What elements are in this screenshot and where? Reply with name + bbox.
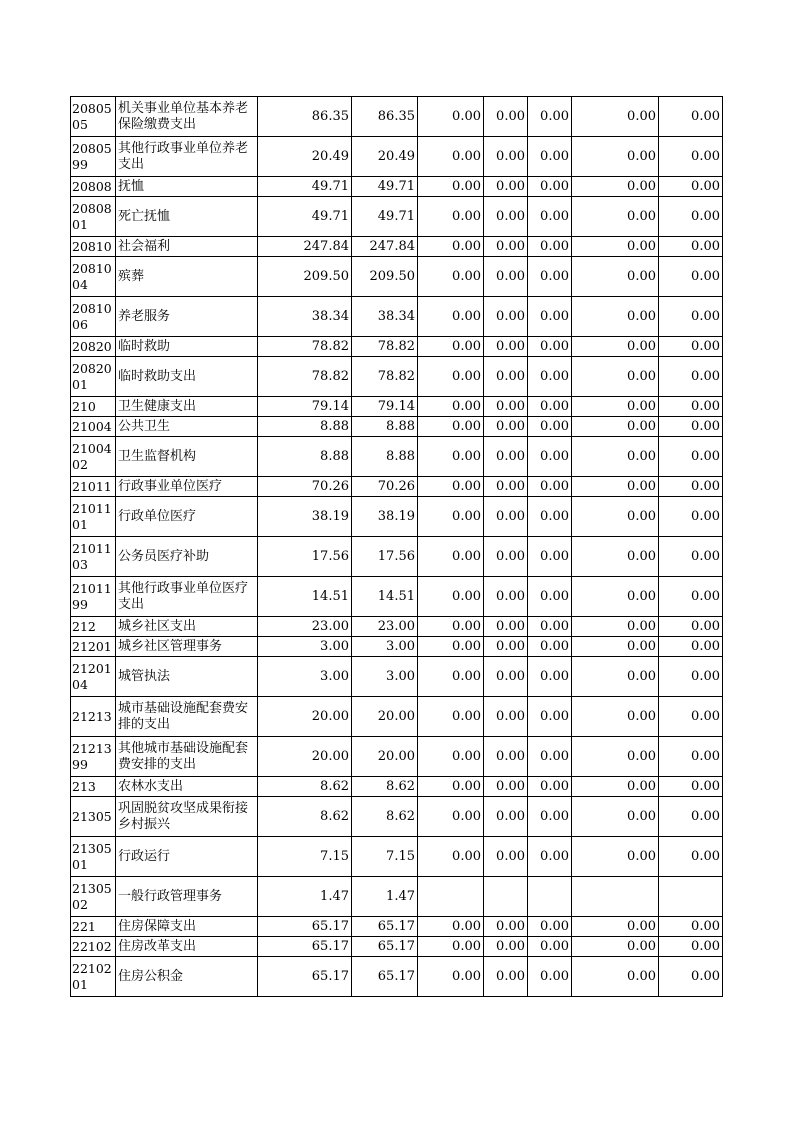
- amount-cell: 0.00: [418, 237, 484, 257]
- amount-cell: 0.00: [659, 397, 723, 417]
- subject-name-cell: 公务员医疗补助: [116, 537, 258, 577]
- amount-cell: 0.00: [572, 497, 659, 537]
- subject-code-cell: 210: [71, 397, 116, 417]
- amount-cell: 3.00: [258, 637, 352, 657]
- amount-cell: 0.00: [484, 937, 528, 957]
- subject-name-cell: 城乡社区支出: [116, 617, 258, 637]
- amount-cell: 0.00: [659, 297, 723, 337]
- amount-cell: 1.47: [352, 877, 418, 917]
- amount-cell: [572, 877, 659, 917]
- amount-cell: 0.00: [572, 137, 659, 177]
- amount-cell: 0.00: [484, 137, 528, 177]
- amount-cell: 38.34: [258, 297, 352, 337]
- table-row: [71, 697, 723, 737]
- amount-cell: 38.19: [258, 497, 352, 537]
- amount-cell: 0.00: [659, 477, 723, 497]
- amount-cell: [484, 877, 528, 917]
- amount-cell: 0.00: [659, 637, 723, 657]
- amount-cell: 0.00: [484, 477, 528, 497]
- table-row: [71, 737, 723, 777]
- amount-cell: 0.00: [659, 357, 723, 397]
- amount-cell: 0.00: [528, 137, 572, 177]
- amount-cell: 0.00: [418, 957, 484, 997]
- table-row: [71, 437, 723, 477]
- amount-cell: 0.00: [418, 837, 484, 877]
- amount-cell: 23.00: [258, 617, 352, 637]
- subject-name-cell: 城市基础设施配套费安排的支出: [116, 697, 258, 737]
- amount-cell: 0.00: [659, 137, 723, 177]
- subject-code-cell: 20810: [71, 237, 116, 257]
- subject-name-cell: 其他行政事业单位养老支出: [116, 137, 258, 177]
- subject-code-cell: 2080505: [71, 97, 116, 137]
- amount-cell: [528, 877, 572, 917]
- subject-code-cell: 2100402: [71, 437, 116, 477]
- amount-cell: 0.00: [484, 917, 528, 937]
- amount-cell: 0.00: [484, 537, 528, 577]
- amount-cell: 49.71: [352, 177, 418, 197]
- subject-code-cell: 2081004: [71, 257, 116, 297]
- amount-cell: 8.62: [352, 797, 418, 837]
- amount-cell: 0.00: [528, 637, 572, 657]
- amount-cell: 20.49: [258, 137, 352, 177]
- amount-cell: 0.00: [528, 197, 572, 237]
- amount-cell: 70.26: [258, 477, 352, 497]
- subject-code-cell: 2101103: [71, 537, 116, 577]
- amount-cell: 0.00: [572, 337, 659, 357]
- table-row: [71, 777, 723, 797]
- amount-cell: 8.62: [258, 797, 352, 837]
- subject-name-cell: 公共卫生: [116, 417, 258, 437]
- amount-cell: 0.00: [572, 357, 659, 397]
- amount-cell: 0.00: [484, 257, 528, 297]
- table-row: [71, 497, 723, 537]
- subject-name-cell: 抚恤: [116, 177, 258, 197]
- amount-cell: 79.14: [258, 397, 352, 417]
- subject-name-cell: 养老服务: [116, 297, 258, 337]
- amount-cell: 0.00: [418, 537, 484, 577]
- amount-cell: 0.00: [484, 437, 528, 477]
- amount-cell: 1.47: [258, 877, 352, 917]
- amount-cell: 65.17: [352, 917, 418, 937]
- table-row: [71, 477, 723, 497]
- amount-cell: 0.00: [572, 777, 659, 797]
- amount-cell: 38.19: [352, 497, 418, 537]
- table-row: [71, 617, 723, 637]
- amount-cell: 65.17: [258, 957, 352, 997]
- amount-cell: 8.88: [352, 417, 418, 437]
- amount-cell: 0.00: [528, 477, 572, 497]
- amount-cell: 0.00: [659, 657, 723, 697]
- subject-code-cell: 221: [71, 917, 116, 937]
- subject-name-cell: 住房改革支出: [116, 937, 258, 957]
- amount-cell: 0.00: [418, 917, 484, 937]
- subject-name-cell: 住房保障支出: [116, 917, 258, 937]
- amount-cell: 0.00: [418, 797, 484, 837]
- subject-code-cell: 20808: [71, 177, 116, 197]
- subject-code-cell: 2101101: [71, 497, 116, 537]
- amount-cell: 0.00: [528, 797, 572, 837]
- subject-name-cell: 其他城市基础设施配套费安排的支出: [116, 737, 258, 777]
- table-row: [71, 237, 723, 257]
- subject-name-cell: 行政事业单位医疗: [116, 477, 258, 497]
- subject-code-cell: 21004: [71, 417, 116, 437]
- amount-cell: 14.51: [352, 577, 418, 617]
- amount-cell: 0.00: [572, 537, 659, 577]
- table-row: [71, 837, 723, 877]
- table-row: [71, 177, 723, 197]
- amount-cell: 0.00: [484, 97, 528, 137]
- amount-cell: 0.00: [528, 237, 572, 257]
- table-row: [71, 637, 723, 657]
- amount-cell: 0.00: [418, 777, 484, 797]
- amount-cell: 0.00: [484, 777, 528, 797]
- amount-cell: 0.00: [418, 337, 484, 357]
- amount-cell: 0.00: [572, 637, 659, 657]
- table-row: [71, 937, 723, 957]
- amount-cell: 0.00: [572, 917, 659, 937]
- amount-cell: 0.00: [572, 937, 659, 957]
- amount-cell: 0.00: [484, 637, 528, 657]
- subject-code-cell: 2080599: [71, 137, 116, 177]
- table-row: [71, 657, 723, 697]
- amount-cell: 49.71: [352, 197, 418, 237]
- amount-cell: 0.00: [528, 97, 572, 137]
- amount-cell: [418, 877, 484, 917]
- table-row: [71, 797, 723, 837]
- amount-cell: 0.00: [418, 97, 484, 137]
- amount-cell: 0.00: [528, 777, 572, 797]
- amount-cell: 0.00: [572, 197, 659, 237]
- amount-cell: 0.00: [659, 937, 723, 957]
- amount-cell: 0.00: [528, 397, 572, 417]
- table-row: [71, 537, 723, 577]
- subject-name-cell: 住房公积金: [116, 957, 258, 997]
- amount-cell: 38.34: [352, 297, 418, 337]
- amount-cell: 0.00: [572, 697, 659, 737]
- subject-code-cell: 2121399: [71, 737, 116, 777]
- amount-cell: 0.00: [659, 177, 723, 197]
- amount-cell: 78.82: [258, 357, 352, 397]
- amount-cell: 49.71: [258, 197, 352, 237]
- amount-cell: 0.00: [572, 617, 659, 637]
- table-row: [71, 577, 723, 617]
- amount-cell: 0.00: [528, 177, 572, 197]
- amount-cell: 0.00: [418, 357, 484, 397]
- amount-cell: 0.00: [659, 777, 723, 797]
- amount-cell: 0.00: [572, 297, 659, 337]
- subject-code-cell: 2130501: [71, 837, 116, 877]
- amount-cell: 247.84: [258, 237, 352, 257]
- subject-name-cell: 临时救助支出: [116, 357, 258, 397]
- amount-cell: 0.00: [418, 137, 484, 177]
- amount-cell: 0.00: [659, 97, 723, 137]
- amount-cell: 0.00: [418, 617, 484, 637]
- amount-cell: 8.62: [258, 777, 352, 797]
- table-body: [71, 97, 723, 997]
- amount-cell: 0.00: [418, 937, 484, 957]
- amount-cell: 209.50: [258, 257, 352, 297]
- subject-code-cell: 212: [71, 617, 116, 637]
- amount-cell: 0.00: [659, 917, 723, 937]
- amount-cell: 0.00: [659, 497, 723, 537]
- amount-cell: 0.00: [572, 97, 659, 137]
- amount-cell: 0.00: [528, 417, 572, 437]
- amount-cell: 0.00: [418, 437, 484, 477]
- subject-name-cell: 社会福利: [116, 237, 258, 257]
- amount-cell: 3.00: [258, 657, 352, 697]
- amount-cell: 8.88: [258, 417, 352, 437]
- amount-cell: 0.00: [528, 657, 572, 697]
- amount-cell: 0.00: [484, 237, 528, 257]
- subject-code-cell: 2101199: [71, 577, 116, 617]
- table-row: [71, 397, 723, 417]
- subject-code-cell: 2080801: [71, 197, 116, 237]
- amount-cell: 86.35: [258, 97, 352, 137]
- amount-cell: 0.00: [572, 177, 659, 197]
- amount-cell: 247.84: [352, 237, 418, 257]
- amount-cell: 0.00: [572, 437, 659, 477]
- table-row: [71, 197, 723, 237]
- amount-cell: 0.00: [418, 257, 484, 297]
- table-row: [71, 97, 723, 137]
- amount-cell: 0.00: [528, 337, 572, 357]
- amount-cell: 0.00: [418, 737, 484, 777]
- table-row: [71, 957, 723, 997]
- amount-cell: 0.00: [484, 577, 528, 617]
- subject-code-cell: 2120104: [71, 657, 116, 697]
- subject-code-cell: 2081006: [71, 297, 116, 337]
- subject-name-cell: 卫生监督机构: [116, 437, 258, 477]
- amount-cell: 0.00: [572, 237, 659, 257]
- amount-cell: 3.00: [352, 637, 418, 657]
- amount-cell: 0.00: [528, 837, 572, 877]
- amount-cell: 0.00: [528, 497, 572, 537]
- amount-cell: 0.00: [484, 417, 528, 437]
- amount-cell: 0.00: [418, 697, 484, 737]
- subject-code-cell: 2210201: [71, 957, 116, 997]
- amount-cell: 0.00: [659, 957, 723, 997]
- table-row: [71, 297, 723, 337]
- subject-name-cell: 一般行政管理事务: [116, 877, 258, 917]
- table-row: [71, 357, 723, 397]
- table-row: [71, 877, 723, 917]
- amount-cell: 8.88: [352, 437, 418, 477]
- amount-cell: 0.00: [528, 737, 572, 777]
- amount-cell: 0.00: [484, 177, 528, 197]
- amount-cell: 0.00: [572, 257, 659, 297]
- subject-name-cell: 死亡抚恤: [116, 197, 258, 237]
- amount-cell: 7.15: [352, 837, 418, 877]
- amount-cell: 0.00: [484, 617, 528, 637]
- amount-cell: 0.00: [572, 397, 659, 417]
- amount-cell: 0.00: [418, 657, 484, 697]
- subject-name-cell: 其他行政事业单位医疗支出: [116, 577, 258, 617]
- amount-cell: 0.00: [659, 437, 723, 477]
- amount-cell: 0.00: [572, 477, 659, 497]
- table-row: [71, 137, 723, 177]
- amount-cell: 0.00: [418, 197, 484, 237]
- amount-cell: 17.56: [352, 537, 418, 577]
- amount-cell: 0.00: [484, 297, 528, 337]
- amount-cell: 0.00: [659, 257, 723, 297]
- amount-cell: 0.00: [659, 337, 723, 357]
- amount-cell: 0.00: [418, 637, 484, 657]
- amount-cell: 0.00: [528, 257, 572, 297]
- amount-cell: 0.00: [572, 837, 659, 877]
- amount-cell: 65.17: [352, 937, 418, 957]
- subject-code-cell: 21201: [71, 637, 116, 657]
- amount-cell: 0.00: [528, 297, 572, 337]
- amount-cell: 14.51: [258, 577, 352, 617]
- subject-code-cell: 2130502: [71, 877, 116, 917]
- amount-cell: 0.00: [572, 417, 659, 437]
- amount-cell: 0.00: [418, 397, 484, 417]
- amount-cell: 49.71: [258, 177, 352, 197]
- amount-cell: 0.00: [484, 337, 528, 357]
- amount-cell: 0.00: [484, 837, 528, 877]
- amount-cell: 23.00: [352, 617, 418, 637]
- subject-name-cell: 行政运行: [116, 837, 258, 877]
- amount-cell: 0.00: [528, 537, 572, 577]
- amount-cell: 0.00: [659, 697, 723, 737]
- amount-cell: 0.00: [572, 657, 659, 697]
- table-row: [71, 917, 723, 937]
- amount-cell: 17.56: [258, 537, 352, 577]
- amount-cell: 65.17: [258, 937, 352, 957]
- subject-name-cell: 城乡社区管理事务: [116, 637, 258, 657]
- amount-cell: 0.00: [659, 537, 723, 577]
- amount-cell: 0.00: [659, 197, 723, 237]
- amount-cell: 0.00: [418, 297, 484, 337]
- amount-cell: 0.00: [528, 957, 572, 997]
- amount-cell: 0.00: [484, 357, 528, 397]
- amount-cell: 70.26: [352, 477, 418, 497]
- amount-cell: 20.00: [352, 697, 418, 737]
- subject-code-cell: 2082001: [71, 357, 116, 397]
- amount-cell: 0.00: [484, 197, 528, 237]
- amount-cell: 78.82: [258, 337, 352, 357]
- amount-cell: 79.14: [352, 397, 418, 417]
- subject-name-cell: 机关事业单位基本养老保险缴费支出: [116, 97, 258, 137]
- amount-cell: 8.62: [352, 777, 418, 797]
- amount-cell: 0.00: [418, 497, 484, 537]
- subject-code-cell: 213: [71, 777, 116, 797]
- amount-cell: 0.00: [659, 577, 723, 617]
- amount-cell: 20.00: [258, 697, 352, 737]
- amount-cell: 209.50: [352, 257, 418, 297]
- amount-cell: 20.49: [352, 137, 418, 177]
- amount-cell: 0.00: [418, 477, 484, 497]
- amount-cell: 20.00: [258, 737, 352, 777]
- amount-cell: 3.00: [352, 657, 418, 697]
- amount-cell: 0.00: [484, 737, 528, 777]
- amount-cell: 0.00: [572, 957, 659, 997]
- budget-table: [70, 96, 723, 997]
- amount-cell: 0.00: [659, 237, 723, 257]
- amount-cell: 86.35: [352, 97, 418, 137]
- amount-cell: 0.00: [484, 957, 528, 997]
- subject-code-cell: 20820: [71, 337, 116, 357]
- amount-cell: 0.00: [528, 437, 572, 477]
- amount-cell: 0.00: [484, 797, 528, 837]
- amount-cell: 65.17: [258, 917, 352, 937]
- amount-cell: 78.82: [352, 337, 418, 357]
- subject-name-cell: 卫生健康支出: [116, 397, 258, 417]
- subject-code-cell: 21305: [71, 797, 116, 837]
- amount-cell: 0.00: [659, 797, 723, 837]
- amount-cell: 8.88: [258, 437, 352, 477]
- amount-cell: 78.82: [352, 357, 418, 397]
- subject-code-cell: 21213: [71, 697, 116, 737]
- subject-code-cell: 22102: [71, 937, 116, 957]
- table-row: [71, 337, 723, 357]
- amount-cell: 7.15: [258, 837, 352, 877]
- amount-cell: 0.00: [528, 697, 572, 737]
- amount-cell: 0.00: [484, 657, 528, 697]
- amount-cell: 0.00: [418, 177, 484, 197]
- amount-cell: 0.00: [572, 797, 659, 837]
- amount-cell: 0.00: [418, 577, 484, 617]
- table-row: [71, 417, 723, 437]
- subject-name-cell: 农林水支出: [116, 777, 258, 797]
- amount-cell: 0.00: [418, 417, 484, 437]
- amount-cell: 20.00: [352, 737, 418, 777]
- amount-cell: 0.00: [528, 357, 572, 397]
- amount-cell: [659, 877, 723, 917]
- amount-cell: 0.00: [572, 577, 659, 617]
- subject-name-cell: 临时救助: [116, 337, 258, 357]
- table-row: [71, 257, 723, 297]
- amount-cell: 0.00: [528, 577, 572, 617]
- amount-cell: 0.00: [659, 617, 723, 637]
- subject-name-cell: 殡葬: [116, 257, 258, 297]
- amount-cell: 65.17: [352, 957, 418, 997]
- amount-cell: 0.00: [572, 737, 659, 777]
- amount-cell: 0.00: [484, 497, 528, 537]
- subject-name-cell: 巩固脱贫攻坚成果衔接乡村振兴: [116, 797, 258, 837]
- subject-name-cell: 城管执法: [116, 657, 258, 697]
- amount-cell: 0.00: [528, 617, 572, 637]
- amount-cell: 0.00: [528, 917, 572, 937]
- amount-cell: 0.00: [484, 397, 528, 417]
- amount-cell: 0.00: [659, 837, 723, 877]
- amount-cell: 0.00: [484, 697, 528, 737]
- amount-cell: 0.00: [528, 937, 572, 957]
- subject-code-cell: 21011: [71, 477, 116, 497]
- amount-cell: 0.00: [659, 737, 723, 777]
- subject-name-cell: 行政单位医疗: [116, 497, 258, 537]
- amount-cell: 0.00: [659, 417, 723, 437]
